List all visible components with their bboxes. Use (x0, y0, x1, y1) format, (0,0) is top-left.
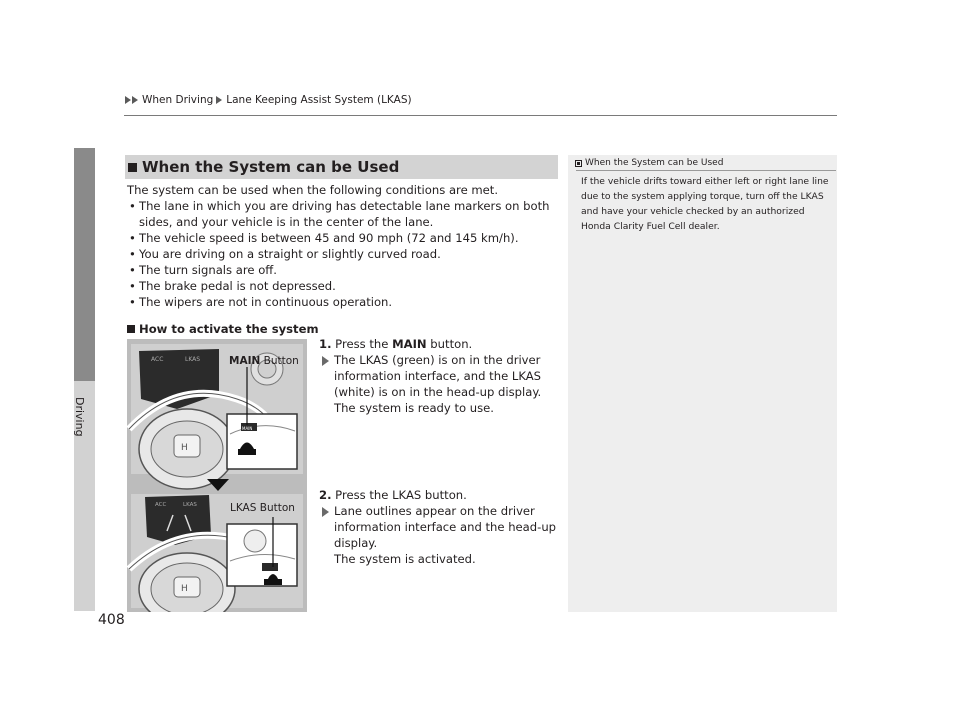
main-button-key-label: MAIN (242, 426, 253, 431)
result-arrow-icon (322, 356, 329, 366)
breadcrumb-item-lkas[interactable]: Lane Keeping Assist System (LKAS) (226, 94, 412, 106)
activate-title: How to activate the system (139, 322, 319, 336)
lkas-indicator-2: LKAS (183, 502, 197, 508)
breadcrumb-item-when-driving[interactable]: When Driving (142, 94, 214, 106)
section-title: When the System can be Used (142, 158, 400, 176)
breadcrumb (125, 94, 415, 106)
step-1-result (319, 352, 569, 416)
steering-wheel-illustration (127, 339, 307, 612)
step-1-result-text: The LKAS (green) is on in the driver information interface, and the LKAS (white) is on in the head-up display. (334, 353, 542, 399)
acc-indicator-1: ACC (151, 356, 164, 363)
conditions-intro: The system can be used when the following conditions are met. (127, 183, 499, 197)
breadcrumb-arrow-icon (125, 96, 131, 104)
side-note-body: If the vehicle drifts toward either left or right lane line due to the system applying torque, turn off the LKAS and have your vehicle checked by an authorized Honda Clarity Fuel Cell dealer. (581, 176, 829, 232)
main-button-closeup (227, 414, 297, 469)
breadcrumb-arrow-icon (132, 96, 138, 104)
svg-text:H: H (181, 443, 188, 453)
svg-text:H: H (181, 584, 188, 594)
section-square-icon (128, 163, 137, 172)
step-1 (319, 336, 569, 416)
main-button-callout-bold: MAIN (229, 355, 261, 367)
step-1-prefix: Press the (335, 337, 393, 351)
conditions-list (127, 198, 567, 310)
chapter-tab (74, 148, 95, 381)
step-2 (319, 487, 569, 567)
step-1-suffix: button. (426, 337, 473, 351)
step-2-status: The system is activated. (334, 552, 476, 566)
step-2-text: Press the LKAS button. (335, 488, 467, 502)
condition-item: • The turn signals are off. (127, 262, 567, 278)
step-2-result (319, 503, 569, 567)
section-heading (125, 155, 558, 179)
step-1-button-name: MAIN (392, 337, 427, 351)
side-note-title (575, 158, 723, 168)
lkas-button-callout: LKAS Button (230, 502, 295, 514)
step-1-instruction (319, 336, 569, 352)
activate-subheading (127, 322, 319, 336)
main-button-callout (229, 355, 299, 367)
step-1-status: The system is ready to use. (334, 401, 494, 415)
condition-item: • You are driving on a straight or slightly curved road. (127, 246, 567, 262)
condition-item: • The vehicle speed is between 45 and 90 mph (72 and 145 km/h). (127, 230, 567, 246)
side-note-title-text: When the System can be Used (585, 158, 724, 168)
condition-item: • The brake pedal is not depressed. (127, 278, 567, 294)
header-divider (124, 115, 837, 116)
note-reference-icon (575, 160, 582, 167)
side-note-divider (576, 170, 836, 171)
step-2-result-text: Lane outlines appear on the driver information interface and the head-up display. (334, 504, 557, 550)
chapter-label: Driving (73, 397, 86, 437)
page-number: 408 (98, 612, 125, 628)
lkas-indicator-1: LKAS (185, 356, 201, 363)
main-button-callout-rest: Button (260, 355, 299, 367)
step-2-number: 2. (319, 488, 332, 502)
breadcrumb-arrow-icon (216, 96, 222, 104)
condition-item: • The wipers are not in continuous operation. (127, 294, 567, 310)
result-arrow-icon (322, 507, 329, 517)
condition-item: • The lane in which you are driving has detectable lane markers on both sides, and your vehicle is in the center of the lane. (127, 198, 567, 230)
acc-indicator-2: ACC (155, 502, 167, 508)
step-2-instruction (319, 487, 569, 503)
subheading-square-icon (127, 325, 135, 333)
step-1-number: 1. (319, 337, 332, 351)
